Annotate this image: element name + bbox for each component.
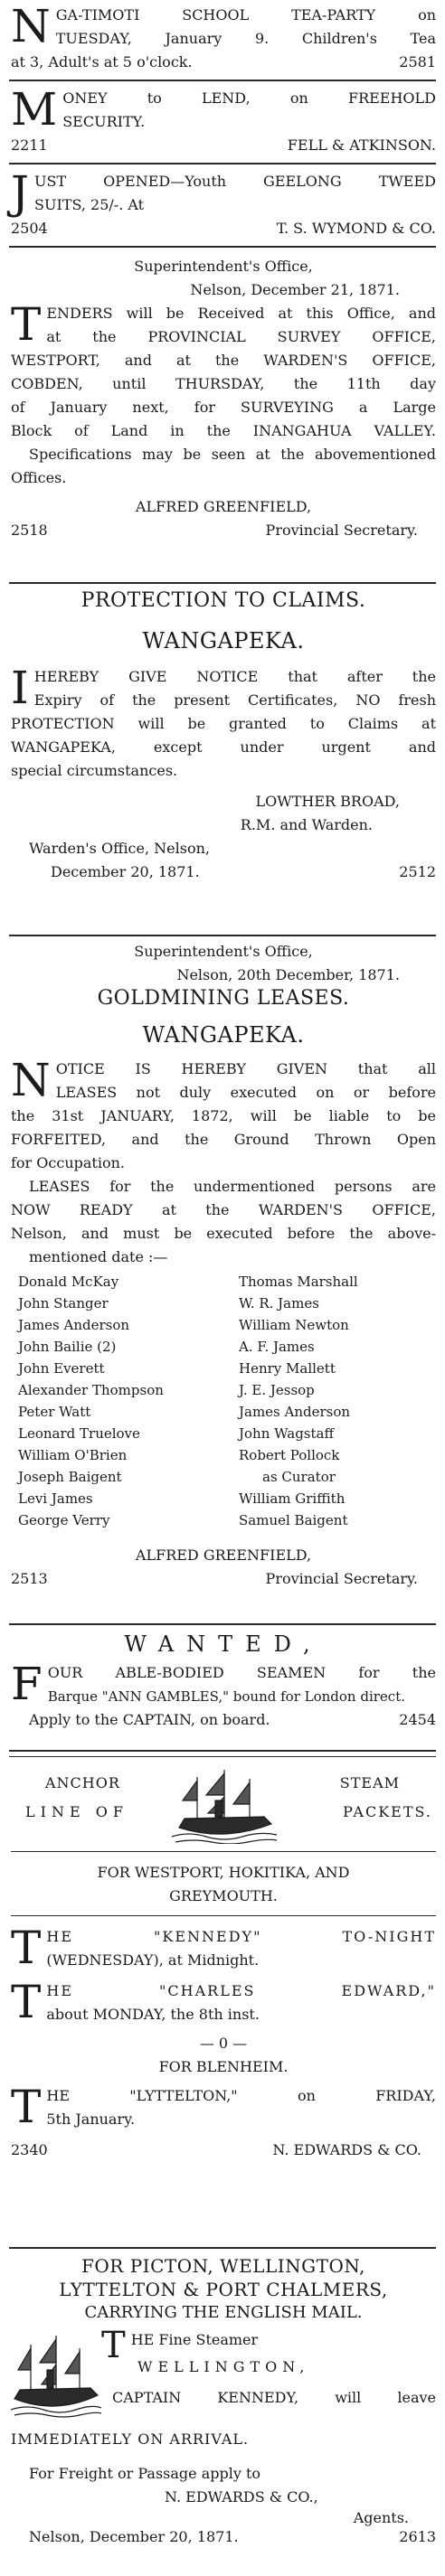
office-line: Superintendent's Office, xyxy=(134,943,313,960)
ad-line: ONEY to LEND, on FREEHOLD xyxy=(62,89,436,107)
ad-heading: WANTED, xyxy=(124,1631,323,1657)
ad-line: HE Fine Steamer xyxy=(130,2331,259,2348)
ad-line: For Freight or Passage apply to xyxy=(29,2465,261,2482)
ad-line: HE "LYTTELTON," on FRIDAY, xyxy=(46,2087,436,2104)
list-item: Robert Pollock xyxy=(239,1447,340,1463)
ad-line: CAPTAIN KENNEDY, will leave xyxy=(112,2389,436,2406)
list-item: William Griffith xyxy=(239,1490,346,1507)
ad-line: SUITS, 25/-. At xyxy=(34,196,145,213)
ad-heading: LYTTELTON & PORT CHALMERS, xyxy=(59,2279,388,2300)
ad-heading: GOLDMINING LEASES. xyxy=(97,987,350,1010)
ad-line: the 31st JANUARY, 1872, will be liable to be xyxy=(11,1107,436,1124)
ad-tweed-suits xyxy=(11,166,436,240)
ship-name: WELLINGTON, xyxy=(137,2358,310,2375)
list-item: Donald McKay xyxy=(18,1274,119,1290)
ad-wanted-seamen xyxy=(11,1632,436,1732)
ad-line: LEASES not duly executed on or before xyxy=(55,1084,436,1101)
list-item: W. R. James xyxy=(239,1295,319,1312)
list-item: Thomas Marshall xyxy=(239,1274,358,1290)
ad-line: PACKETS. xyxy=(343,1803,432,1820)
list-item: A. F. James xyxy=(239,1339,315,1355)
ad-line: LINE OF xyxy=(25,1803,128,1820)
ad-line: at 3, Adult's at 5 o'clock. xyxy=(11,53,193,71)
list-item: John Bailie (2) xyxy=(18,1339,117,1355)
ad-line: LEASES for the undermentioned persons are xyxy=(29,1178,436,1195)
divider xyxy=(9,582,436,584)
drop-cap: M xyxy=(11,83,58,136)
signatory: ALFRED GREENFIELD, xyxy=(135,1547,312,1564)
ad-line: Expiry of the present Certificates, NO fresh xyxy=(33,691,436,709)
ad-reference: 2581 xyxy=(399,53,436,71)
list-item: James Anderson xyxy=(18,1317,130,1333)
ad-reference: 2512 xyxy=(399,863,436,880)
ad-protection-to-claims xyxy=(11,589,436,884)
drop-cap: N xyxy=(11,0,51,52)
ad-line: (WEDNESDAY), at Midnight. xyxy=(46,1951,260,1969)
route-line: FOR BLENHEIM. xyxy=(158,2058,289,2075)
drop-cap: T xyxy=(11,2081,42,2133)
ad-reference: 2513 xyxy=(11,1570,48,1587)
signatory-title: Provincial Secretary. xyxy=(265,1570,418,1587)
ad-reference: 2504 xyxy=(11,220,48,237)
signatory-title: Provincial Secretary. xyxy=(265,522,418,539)
ad-subheading: WANGAPEKA. xyxy=(142,628,305,653)
drop-cap: I xyxy=(11,662,29,714)
lessee-column-left xyxy=(11,1271,215,1531)
list-item: Henry Mallett xyxy=(239,1360,336,1377)
drop-cap: T xyxy=(11,298,42,351)
list-item: George Verry xyxy=(18,1512,110,1528)
list-item: William Newton xyxy=(239,1317,349,1333)
ad-goldmining-leases xyxy=(11,940,436,1591)
list-item: Peter Watt xyxy=(18,1404,91,1420)
ad-line: mentioned date :— xyxy=(29,1248,168,1265)
ad-line: for Occupation. xyxy=(11,1154,125,1171)
ad-line: WANGAPEKA, except under urgent and xyxy=(11,738,436,756)
list-item: John Everett xyxy=(18,1360,105,1377)
steamship-engraving-icon xyxy=(170,1764,279,1844)
ad-line: SECURITY. xyxy=(62,113,146,130)
list-item: John Stanger xyxy=(18,1295,109,1312)
signatory-title: R.M. and Warden. xyxy=(240,816,373,833)
agent: N. EDWARDS & CO., xyxy=(165,2488,318,2505)
ad-line: COBDEN, until THURSDAY, the 11th day xyxy=(11,375,436,392)
ad-heading: PROTECTION TO CLAIMS. xyxy=(80,589,366,612)
ad-line: special circumstances. xyxy=(11,762,178,779)
list-item: James Anderson xyxy=(239,1404,351,1420)
agent: N. EDWARDS & CO. xyxy=(272,2141,421,2158)
ad-tenders xyxy=(11,255,436,542)
divider xyxy=(9,2247,436,2249)
list-item: Samuel Baigent xyxy=(239,1512,348,1528)
ad-line: HE "KENNEDY" TO-NIGHT xyxy=(46,1928,436,1945)
ad-line: OUR ABLE-BODIED SEAMEN for the xyxy=(47,1664,436,1681)
ad-line: Nelson, and must be executed before the above- xyxy=(11,1225,436,1242)
ad-line: OTICE IS HEREBY GIVEN that all xyxy=(55,1060,436,1077)
office-line: Superintendent's Office, xyxy=(134,258,313,275)
ad-reference: 2518 xyxy=(11,522,48,539)
ad-line: ENDERS will be Received at this Office, and xyxy=(46,305,436,322)
lessee-column-right xyxy=(215,1271,436,1531)
office-line: Warden's Office, Nelson, xyxy=(29,840,210,857)
ad-line: IMMEDIATELY ON ARRIVAL. xyxy=(11,2430,250,2448)
ad-subheading: CARRYING THE ENGLISH MAIL. xyxy=(84,2303,363,2322)
dateline: Nelson, 20th December, 1871. xyxy=(176,966,400,983)
ad-line: HE "CHARLES EDWARD," xyxy=(46,1982,436,1999)
ad-line: UST OPENED—Youth GEELONG TWEED xyxy=(34,173,436,190)
list-item: Levi James xyxy=(18,1490,93,1507)
ad-reference: 2454 xyxy=(399,1711,436,1728)
divider xyxy=(9,246,436,248)
drop-cap: N xyxy=(11,1054,51,1106)
advertiser: T. S. WYMOND & CO. xyxy=(276,220,436,237)
signatory: LOWTHER BROAD, xyxy=(255,793,400,810)
list-item: John Wagstaff xyxy=(239,1425,335,1442)
ad-tea-party xyxy=(11,0,436,74)
signatory: ALFRED GREENFIELD, xyxy=(135,498,312,515)
ad-line: STEAM xyxy=(339,1774,400,1791)
ad-money-to-lend xyxy=(11,83,436,157)
divider xyxy=(9,935,436,936)
divider xyxy=(9,1623,436,1625)
ad-reference: 2340 xyxy=(11,2141,48,2158)
ad-line: Apply to the CAPTAIN, on board. xyxy=(29,1711,270,1728)
list-item: Leonard Truelove xyxy=(18,1425,140,1442)
ad-line: ANCHOR xyxy=(45,1774,120,1791)
divider xyxy=(11,1851,436,1852)
route-line: FOR WESTPORT, HOKITIKA, AND xyxy=(97,1864,350,1881)
divider xyxy=(9,1750,436,1757)
ad-line: TUESDAY, January 9. Children's Tea xyxy=(55,30,436,47)
ad-anchor-line xyxy=(11,1764,436,2162)
ad-reference: 2211 xyxy=(11,136,48,154)
drop-cap: T xyxy=(11,1922,42,1974)
ad-line: GA-TIMOTI SCHOOL TEA-PARTY on xyxy=(55,6,436,24)
ad-line: FORFEITED, and the Ground Thrown Open xyxy=(11,1131,436,1148)
ad-line: about MONDAY, the 8th inst. xyxy=(46,2006,260,2023)
ad-reference: 2613 xyxy=(399,2528,436,2545)
lessee-list xyxy=(11,1271,436,1531)
ad-line: HEREBY GIVE NOTICE that after the xyxy=(33,668,436,685)
advertiser: FELL & ATKINSON. xyxy=(287,136,436,154)
divider xyxy=(9,163,436,165)
route-line: GREYMOUTH. xyxy=(169,1887,278,1904)
dateline: Nelson, December 20, 1871. xyxy=(29,2528,239,2545)
drop-cap: F xyxy=(11,1658,43,1710)
ad-heading: FOR PICTON, WELLINGTON, xyxy=(81,2255,365,2277)
ad-line: 5th January. xyxy=(46,2111,136,2128)
ad-line: WESTPORT, and at the WARDEN'S OFFICE, xyxy=(11,352,436,369)
ad-line: Barque "ANN GAMBLES," bound for London direct. xyxy=(47,1688,405,1705)
agents-label: Agents. xyxy=(353,2509,409,2526)
drop-cap: J xyxy=(11,166,30,219)
ad-line: Specifications may be seen at the abovementioned xyxy=(29,446,436,463)
ad-line: at the PROVINCIAL SURVEY OFFICE, xyxy=(46,328,436,345)
dateline: Nelson, December 21, 1871. xyxy=(190,281,400,298)
list-item: William O'Brien xyxy=(18,1447,128,1463)
drop-cap: T xyxy=(11,1976,42,2028)
ad-line: Block of Land in the INANGAHUA VALLEY. xyxy=(11,422,436,439)
ad-steamer-wellington xyxy=(11,2254,436,2547)
divider xyxy=(9,80,436,81)
ad-line: NOW READY at the WARDEN'S OFFICE, xyxy=(11,1201,436,1218)
list-item: Alexander Thompson xyxy=(18,1382,164,1398)
list-item: Joseph Baigent xyxy=(18,1469,122,1485)
date-line: December 20, 1871. xyxy=(51,863,200,880)
list-item: as Curator xyxy=(262,1469,336,1485)
ad-line: PROTECTION will be granted to Claims at xyxy=(11,715,436,732)
ad-subheading: WANGAPEKA. xyxy=(142,1022,305,1048)
drop-cap: T xyxy=(101,2325,126,2366)
list-item: J. E. Jessop xyxy=(239,1382,315,1398)
steamship-engraving-icon xyxy=(11,2332,101,2419)
separator: — 0 — xyxy=(199,2035,248,2052)
ad-line: of January next, for SURVEYING a Large xyxy=(11,399,436,416)
ad-line: Offices. xyxy=(11,469,67,486)
divider xyxy=(11,1915,436,1916)
